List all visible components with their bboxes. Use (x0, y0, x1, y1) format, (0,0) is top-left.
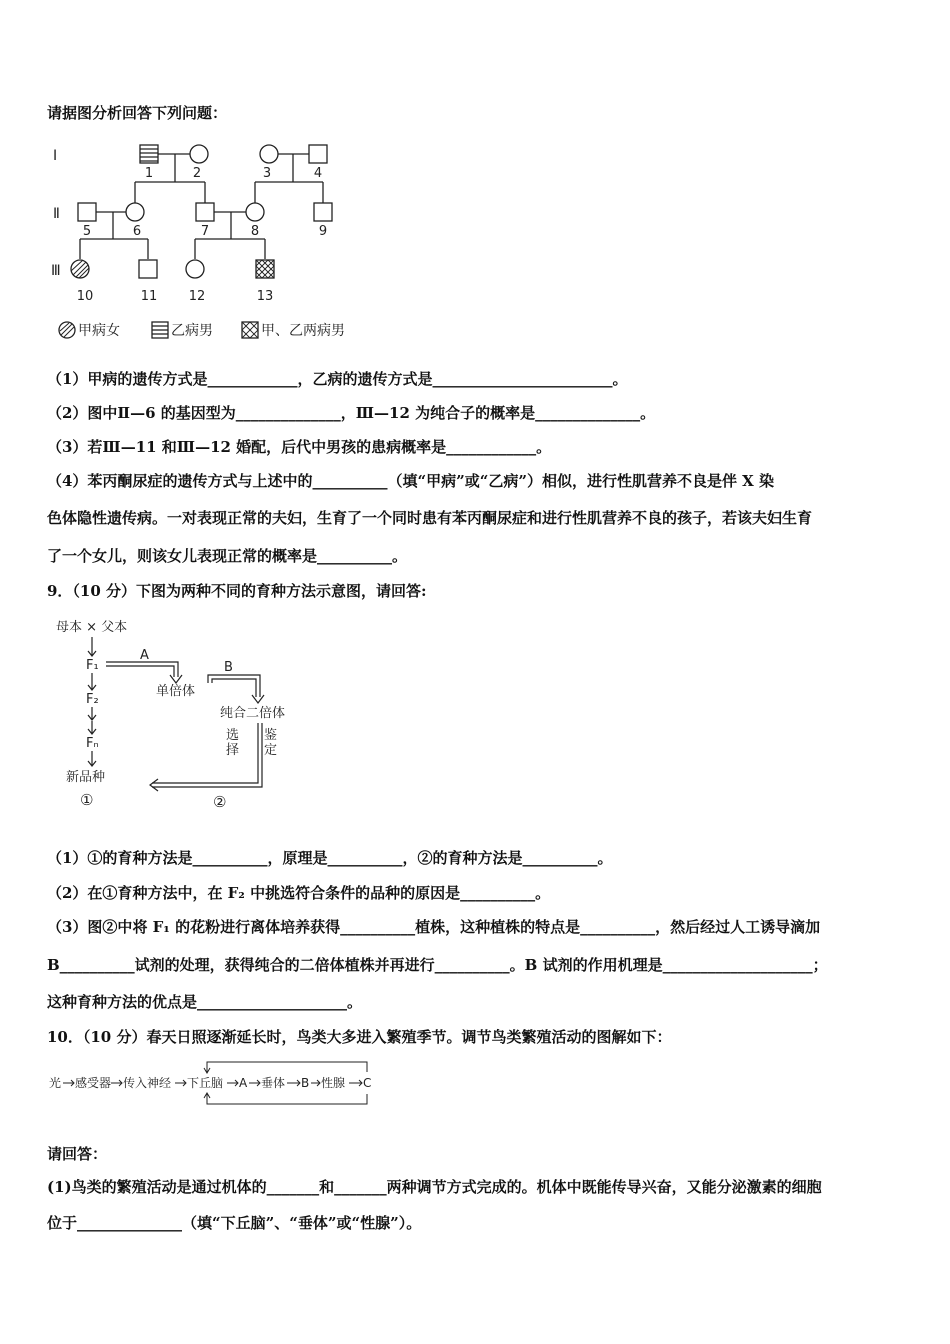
q8-intro: 请据图分析回答下列问题： (47, 104, 228, 122)
q9-line-5: 这种育种方法的优点是____________________。 (47, 993, 363, 1011)
diagram-fn: Fₙ (86, 736, 99, 751)
diagram-circle-2: ② (213, 793, 227, 811)
pedigree-chart (45, 135, 385, 350)
pedigree-individual-1 (140, 145, 158, 163)
q10-line-1: 请回答： (47, 1145, 108, 1163)
flow-afferent: 传入神经 (123, 1076, 172, 1090)
pedigree-individual-11 (139, 260, 157, 278)
q10-line-3: 位于______________（填“下丘脑”、“垂体”或“性腺”）。 (47, 1214, 422, 1232)
flow-light: 光 (49, 1076, 62, 1090)
breeding-diagram (50, 615, 310, 815)
q8-line-3: （3）若Ⅲ—11 和Ⅲ—12 婚配，后代中男孩的患病概率是____________。 (47, 438, 552, 456)
pedigree-individual-13-crosshatch (256, 260, 274, 278)
pedigree-individual-4 (309, 145, 327, 163)
pedigree-id-4: 4 (313, 166, 323, 181)
pedigree-id-5: 5 (82, 224, 92, 239)
diagram-circle-1: ① (80, 791, 94, 809)
legend-yi-male: 乙病男 (171, 323, 213, 339)
bird-regulation-diagram (47, 1058, 377, 1108)
q9-line-1: （1）①的育种方法是__________，原理是__________，②的育种方法是__________。 (47, 849, 613, 867)
pedigree-id-8: 8 (250, 224, 260, 239)
gen-label-1: Ⅰ (53, 148, 58, 164)
q8-line-2: （2）图中Ⅱ—6 的基因型为______________，Ⅲ—12 为纯合子的概率是______________。 (47, 404, 656, 422)
pedigree-individual-7 (196, 203, 214, 221)
diagram-parents: 母本 × 父本 (56, 620, 128, 635)
flow-pituitary: 垂体 (261, 1076, 286, 1090)
gen-label-3: Ⅲ (51, 263, 61, 279)
pedigree-id-1: 1 (144, 166, 154, 181)
pedigree-individual-9 (314, 203, 332, 221)
diagram-pure-diploid: 纯合二倍体 (220, 706, 286, 721)
legend-jia-female: 甲病女 (78, 323, 120, 339)
diagram-label-b: B (224, 660, 233, 675)
pedigree-id-3: 3 (262, 166, 272, 181)
q9-line-4: B__________试剂的处理，获得纯合的二倍体植株并再进行__________。B 试剂的作用机理是____________________； (47, 956, 828, 974)
diagram-new-variety: 新品种 (66, 770, 106, 785)
q9-line-2: （2）在①育种方法中，在 F₂ 中挑选符合条件的品种的原因是__________。 (47, 884, 551, 902)
flow-gonad: 性腺 (321, 1076, 346, 1090)
pedigree-id-11: 11 (140, 289, 158, 304)
q8-line-1: （1）甲病的遗传方式是____________，乙病的遗传方式是________________________。 (47, 370, 628, 388)
flow-c: C (363, 1076, 372, 1090)
diagram-f2: F₂ (86, 692, 99, 707)
diagram-identify: 鉴定 (264, 728, 278, 758)
q8-line-5: 色体隐性遗传病。一对表现正常的夫妇，生育了一个同时患有苯丙酮尿症和进行性肌营养不良的孩子，若该夫妇生育 (47, 509, 813, 527)
pedigree-individual-8 (246, 203, 264, 221)
q9-title: 9．（10 分）下图为两种不同的育种方法示意图，请回答: (47, 582, 427, 600)
diagram-label-a: A (140, 648, 149, 663)
diagram-haploid: 单倍体 (156, 684, 196, 699)
q8-line-4: （4）苯丙酮尿症的遗传方式与上述中的__________（填“甲病”或“乙病”）相似，进行性肌营养不良是伴 X 染 (47, 472, 775, 490)
flow-a: A (239, 1076, 248, 1090)
gen-label-2: Ⅱ (53, 206, 60, 222)
pedigree-id-9: 9 (318, 224, 328, 239)
q10-title: 10．（10 分）春天日照逐渐延长时，鸟类大多进入繁殖季节。调节鸟类繁殖活动的图解如下： (47, 1028, 672, 1046)
pedigree-individual-5 (78, 203, 96, 221)
flow-receptor: 感受器 (75, 1076, 112, 1090)
pedigree-id-7: 7 (200, 224, 210, 239)
flow-hypothalamus: 下丘脑 (187, 1076, 224, 1090)
q10-line-2: (1)鸟类的繁殖活动是通过机体的_______和_______两种调节方式完成的。机体中既能传导兴奋，又能分泌激素的细胞 (47, 1178, 822, 1196)
pedigree-individual-6 (126, 203, 144, 221)
q8-line-6: 了一个女儿，则该女儿表现正常的概率是__________。 (47, 547, 408, 565)
pedigree-id-10: 10 (76, 289, 94, 304)
pedigree-id-2: 2 (192, 166, 202, 181)
q9-line-3: （3）图②中将 F₁ 的花粉进行离体培养获得__________植株，这种植株的特点是__________，然后经过人工诱导滴加 (47, 918, 821, 936)
flow-b: B (301, 1076, 310, 1090)
pedigree-individual-12 (186, 260, 204, 278)
pedigree-id-6: 6 (132, 224, 142, 239)
pedigree-individual-3 (260, 145, 278, 163)
pedigree-id-12: 12 (188, 289, 206, 304)
legend-both-male: 甲、乙两病男 (261, 323, 345, 339)
pedigree-id-13: 13 (256, 289, 274, 304)
diagram-f1: F₁ (86, 658, 99, 673)
pedigree-individual-2 (190, 145, 208, 163)
diagram-select: 选择 (226, 728, 240, 758)
